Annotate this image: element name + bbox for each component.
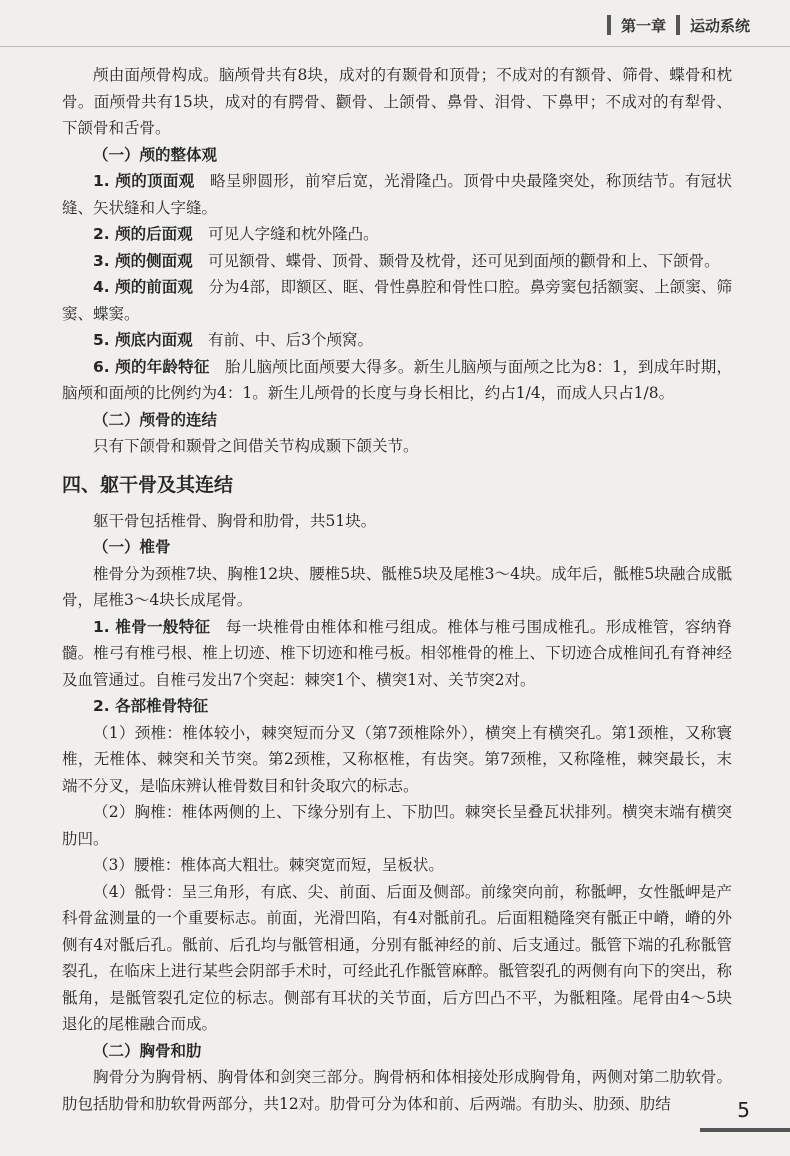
page-number-rule (700, 1128, 790, 1132)
skull-item-text: 分为4部，即额区、眶、骨性鼻腔和骨性口腔。鼻旁窦包括额窦、上颌窦、筛窦、蝶窦。 (62, 278, 732, 323)
skull-item (62, 327, 732, 354)
chapter-title: 运动系统 (689, 16, 750, 35)
skull-item-text: 有前、中、后3个颅窝。 (208, 331, 373, 349)
sternum-paragraph: 胸骨分为胸骨柄、胸骨体和剑突三部分。胸骨柄和体相接处形成胸骨角，两侧对第二肋软骨。肋包括肋骨和肋软骨两部分，共12对。肋骨可分为体和前、后两端。有肋头、肋颈、肋结 (62, 1068, 732, 1113)
vertebra-part-paragraph: （2）胸椎：椎体两侧的上、下缘分别有上、下肋凹。棘突长呈叠瓦状排列。横突末端有横突肋凹。 (62, 803, 732, 848)
skull-item (62, 248, 732, 275)
skull-item-lead: 1. 颅的顶面观 (93, 172, 195, 190)
subheading-vertebra: （一）椎骨 (93, 538, 171, 556)
page-number: 5 (737, 1098, 750, 1122)
trunk-paragraph: 躯干骨包括椎骨、胸骨和肋骨，共51块。 (93, 511, 377, 530)
subheading-skull-joint: （二）颅骨的连结 (93, 410, 218, 429)
vertebra-paragraph: 椎骨分为颈椎7块、胸椎12块、腰椎5块、骶椎5块及尾椎3～4块。成年后，骶椎5块融合成骶骨，尾椎3～4块长成尾骨。 (62, 564, 732, 609)
intro-paragraph: 颅由面颅骨构成。脑颅骨共有8块，成对的有颞骨和顶骨；不成对的有额骨、筛骨、蝶骨和枕骨。面颅骨共有15块，成对的有腭骨、颧骨、上颌骨、鼻骨、泪骨、下鼻甲；不成对的有犁骨、下颌骨和舌骨。 (62, 66, 732, 137)
skull-item (62, 221, 732, 248)
subheading-sternum: （二）胸骨和肋 (93, 1041, 202, 1060)
subheading-vertebra-parts: 2. 各部椎骨特征 (93, 697, 209, 715)
skull-item-text: 可见额骨、蝶骨、顶骨、颞骨及枕骨，还可见到面颅的颧骨和上、下颌骨。 (208, 251, 720, 270)
skull-item (62, 168, 732, 221)
header-bar-icon (676, 15, 680, 35)
skull-item-lead: 5. 颅底内面观 (93, 331, 193, 349)
skull-item (62, 274, 732, 327)
vertebra-general-text: 每一块椎骨由椎体和椎弓组成。椎体与椎弓围成椎孔。形成椎管，容纳脊髓。椎弓有椎弓根、椎上切迹、椎下切迹和椎弓板。相邻椎骨的椎上、下切迹合成椎间孔有脊神经及血管通过。自椎弓发出7个突起：棘突1个、横突1对、关节突2对。 (62, 617, 732, 689)
section-heading-trunk: 四、躯干骨及其连结 (62, 473, 234, 496)
page-body (62, 62, 732, 1117)
subheading-skull-whole: （一）颅的整体观 (93, 145, 218, 164)
header-bar-icon (607, 15, 611, 35)
running-header (607, 12, 750, 38)
vertebra-part-paragraph: （4）骶骨：呈三角形，有底、尖、前面、后面及侧部。前缘突向前，称骶岬，女性骶岬是产科骨盆测量的一个重要标志。前面，光滑凹陷，有4对骶前孔。后面粗糙隆突有骶正中嵴，嵴的外侧有4对骶后孔。骶前、后孔均与骶管相通，分别有骶神经的前、后支通过。骶管下端的孔称骶管裂孔，在临床上进行某些会阴部手术时，可经此孔作骶管麻醉。骶管裂孔的两侧有向下的突出，称骶角，是骶管裂孔定位的标志。侧部有耳状的关节面，后方凹凸不平，为骶粗隆。尾骨由4～5块退化的尾椎融合而成。 (62, 882, 732, 1033)
skull-item-text: 略呈卵圆形，前窄后宽，光滑隆凸。顶骨中央最隆突处，称顶结节。有冠状缝、矢状缝和人字缝。 (62, 172, 732, 217)
vertebra-parts-list (62, 720, 732, 1038)
skull-item (62, 354, 732, 407)
vertebra-general-lead: 1. 椎骨一般特征 (93, 617, 211, 636)
skull-item-text: 可见人字缝和枕外隆凸。 (208, 225, 379, 243)
skull-item-text: 胎儿脑颅比面颅要大得多。新生儿脑颅与面颅之比为8：1，到成年时期，脑颅和面颅的比例约为4：1。新生儿颅骨的长度与身长相比，约占1/4，而成人只占1/8。 (62, 357, 732, 402)
vertebra-part-paragraph: （1）颈椎：椎体较小，棘突短而分叉（第7颈椎除外），横突上有横突孔。第1颈椎，又称寰椎，无椎体、棘突和关节突。第2颈椎，又称枢椎，有齿突。第7颈椎，又称隆椎，棘突最长，末端不分叉，是临床辨认椎骨数目和针灸取穴的标志。 (62, 723, 732, 795)
skull-item-lead: 2. 颅的后面观 (93, 225, 193, 243)
skull-item-lead: 4. 颅的前面观 (93, 278, 193, 296)
vertebra-general-paragraph (62, 614, 732, 694)
vertebra-part-paragraph: （3）腰椎：椎体高大粗壮。棘突宽而短，呈板状。 (93, 856, 444, 874)
skull-joint-paragraph: 只有下颌骨和颞骨之间借关节构成颞下颌关节。 (93, 437, 419, 455)
skull-items-list (62, 168, 732, 407)
skull-item-lead: 6. 颅的年龄特征 (93, 357, 210, 376)
chapter-label: 第一章 (620, 16, 666, 35)
skull-item-lead: 3. 颅的侧面观 (93, 251, 193, 270)
header-divider (0, 46, 790, 47)
